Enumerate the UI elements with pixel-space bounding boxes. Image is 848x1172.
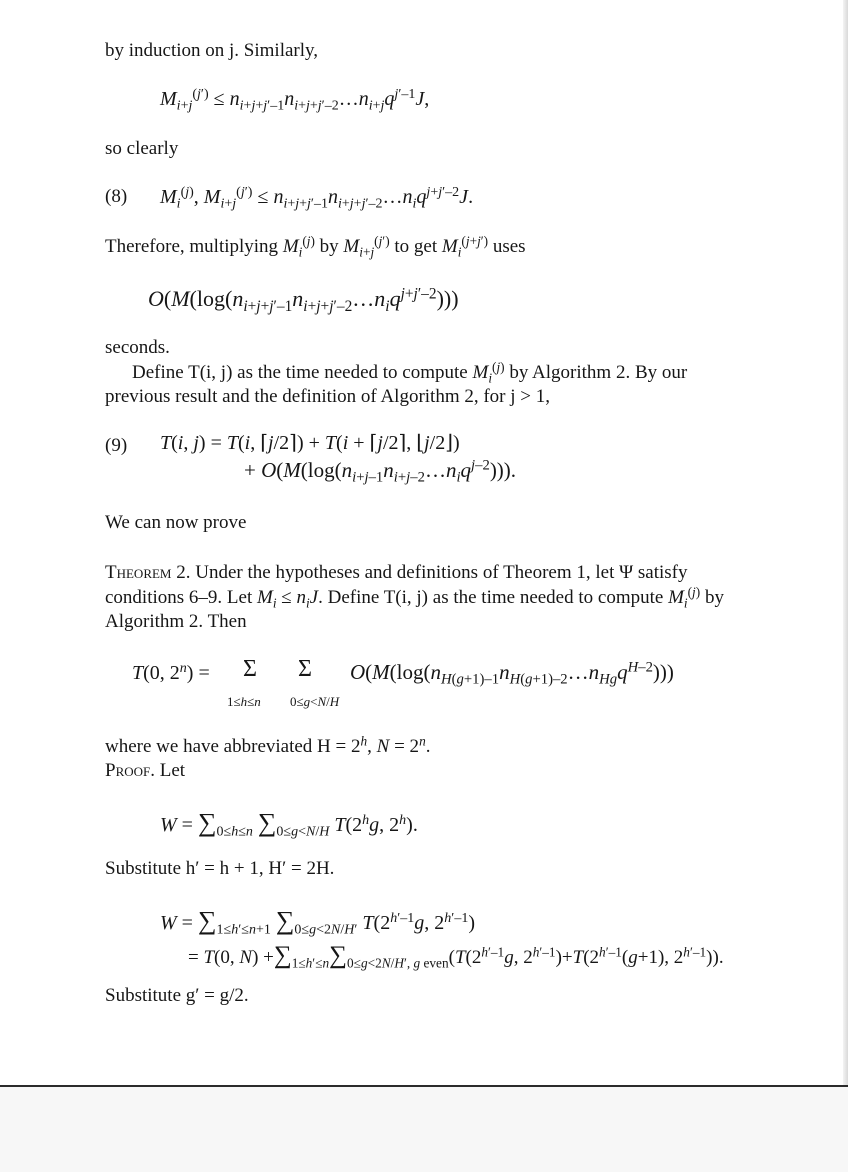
theorem-line-2: conditions 6–9. Let $M_i \le n_iJ$. Define T(i, j) as the time needed to compute $M_i^{(j)}$ by (105, 584, 724, 611)
theorem-heading: Theorem (105, 562, 172, 583)
theorem-line-2-b: . Define T(i, j) as the time needed to compute (318, 587, 664, 608)
page-edge (843, 0, 848, 1085)
text-line-5-a: Therefore, multiplying (105, 236, 279, 257)
proof-line (105, 760, 185, 782)
substitution-line-2: Substitute g′ = g/2. (105, 985, 249, 1006)
equation-unnumbered-2: $O(M(\log(n_{i+j+j'-1}n_{i+j+j'-2}\dots n_iq^{j+j'-2})))$ (148, 285, 459, 315)
equation-unnumbered-1: $M_{i+j}^{(j')}$ ≤ $n_{i+j+j'-1}n_{i+j+j'-2}\dots n_{i+j}q^{j'-1}J$, (160, 87, 430, 114)
text-line-5: Therefore, multiplying $M_i^{(j)}$ by $M_{i+j}^{(j')}$ to get $M_i^{(j+j')}$ uses (105, 233, 526, 260)
equation-8: $M_i^{(j)}$, $M_{i+j}^{(j')}$ ≤ $n_{i+j+j'-1}n_{i+j+j'-2}\dots n_iq^{j+j'-2}J$. (160, 185, 474, 212)
proof-line-text: . Let (150, 760, 186, 781)
text-line-8: Define T(i, j) as the time needed to compute $M_i^{(j)}$ by Algorithm 2. By our (132, 359, 688, 386)
equation-9-line-1: T(i, j) = T(i, ⌈j/2⌉) + T(i + ⌈j/2⌉, ⌊j/2⌋) (160, 432, 460, 454)
theorem-line-1 (105, 562, 688, 584)
theorem-line-3: Algorithm 2. Then (105, 611, 247, 632)
text-line-5-c: to get (394, 236, 438, 257)
text-line-3: so clearly (105, 138, 179, 159)
text-line-8-a: Define T(i, j) as the time needed to compute (132, 362, 468, 383)
theorem-line-1-text: 2. Under the hypotheses and definitions of Theorem 1, let Ψ satisfy (171, 562, 688, 583)
text-line-7: seconds. (105, 337, 170, 358)
text-line-1: by induction on j. Similarly, (105, 40, 319, 61)
text-line-5-b: by (319, 236, 339, 257)
theorem-equation-lhs: T(0, $2^n$) = (132, 661, 210, 684)
abbreviation-text: where we have abbreviated H = 2 (105, 736, 361, 757)
proof-heading: Proof (105, 760, 151, 781)
theorem-equation-rhs: $O(M(\log(n_{H(g+1)-1}n_{H(g+1)-2}\dots n_{Hg}q^{H-2})))$ (350, 659, 674, 688)
sum-limit-h: 1≤h≤n (227, 694, 261, 709)
equation-9-number: (9) (105, 435, 128, 456)
text-line-10: We can now prove (105, 512, 247, 533)
page-bottom-margin (0, 1085, 848, 1172)
equation-8-number: (8) (105, 186, 128, 207)
sum-symbol-g: Σ (298, 656, 312, 682)
equation-w-1: $W = \sum_{0\le h\le n}$ $\sum_{0\le g<N/H}$ T(2$^h$g, 2$^h$). (160, 808, 418, 840)
sum-symbol-h: Σ (243, 656, 257, 682)
equation-w-2-line-1: $W = \sum_{1\le h'\le n+1}$ $\sum_{0\le g<2N/H'}$ $T(2^{h'-1}g$, $2^{h'-1}$) (160, 906, 475, 938)
equation-9-line-2: + $O(M(\log(n_{i+j-1}n_{i+j-2}\dots n_iq^{j-2})))$. (244, 457, 517, 486)
abbreviation-line: where we have abbreviated $H = 2^h$, $N = 2^n$. (105, 733, 431, 757)
sum-limit-g: 0≤g<N/H (290, 694, 340, 709)
text-line-5-d: uses (492, 236, 526, 257)
text-line-8-b: by Algorithm 2. By our (509, 362, 688, 383)
text-line-9: previous result and the definition of Algorithm 2, for j > 1, (105, 386, 551, 407)
theorem-line-2-a: conditions 6–9. Let (105, 587, 253, 608)
equation-w-2-line-2: = T(0, $N) +\sum_{1\le h'\le n}\sum_{0\le g<2N/H', g even}(T(2^{h'-1}g$, $2^{h'-1})+T(2^{h'-1}(g+1)$, $2^{h'-1}$)). (188, 942, 724, 971)
substitution-line-1: Substitute h′ = h + 1, H′ = 2H. (105, 858, 335, 879)
theorem-line-2-c: by (704, 587, 724, 608)
